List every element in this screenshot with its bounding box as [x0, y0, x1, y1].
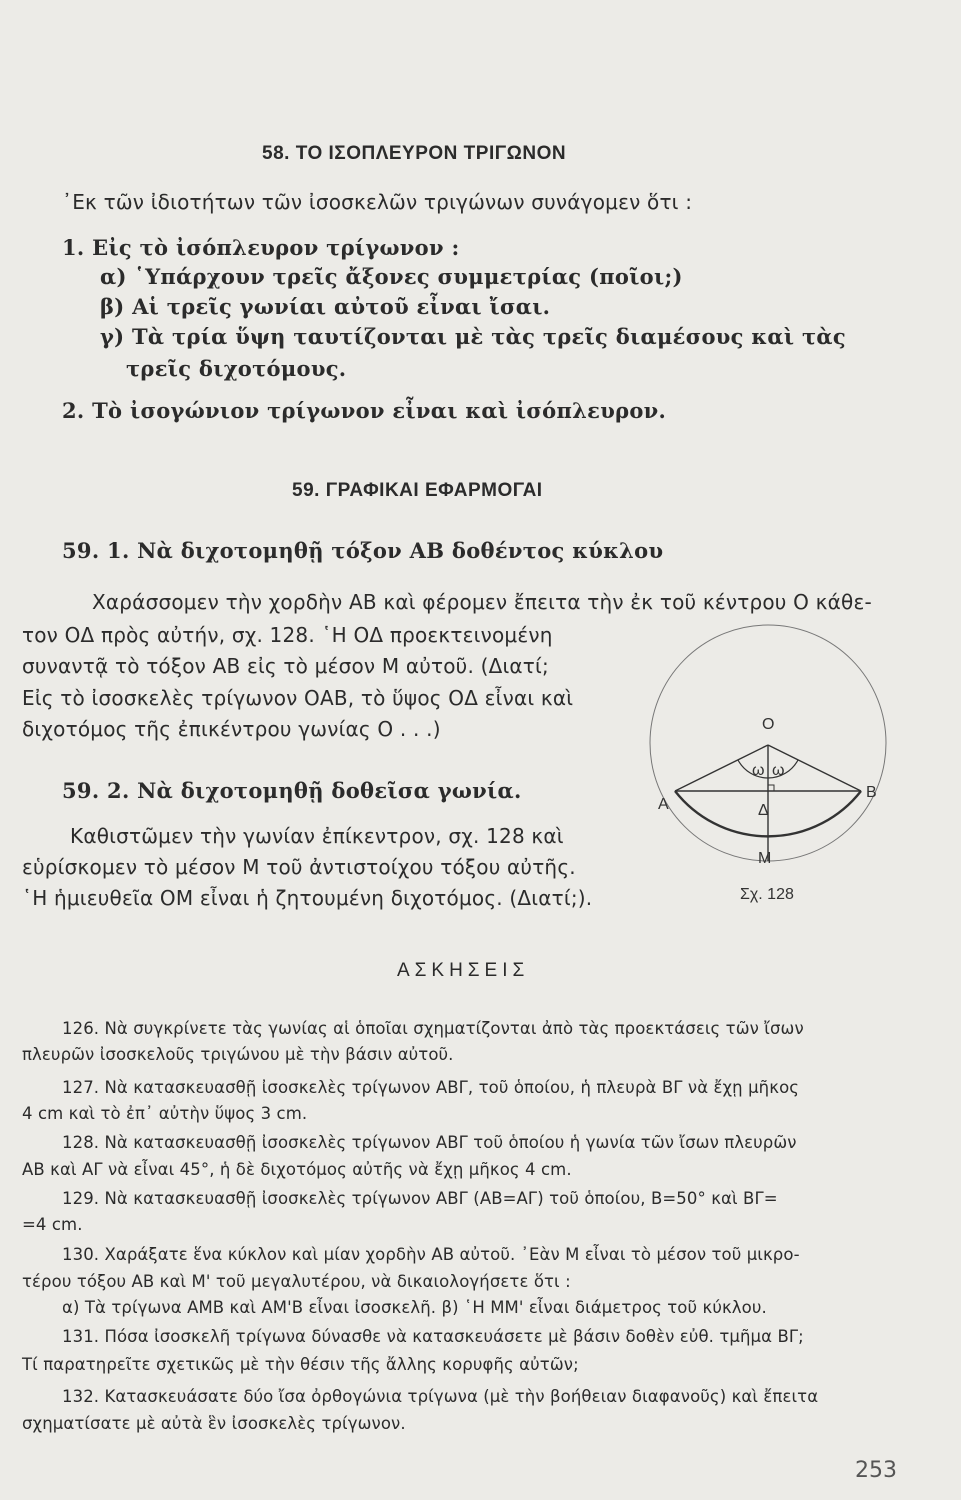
exercise-129-line-2: =4 cm.	[22, 1215, 83, 1234]
label-M: M	[758, 850, 772, 867]
exercise-127-line-2: 4 cm καὶ τὸ ἐπ᾿ αὐτὴν ὕψος 3 cm.	[22, 1104, 308, 1123]
label-A: A	[658, 796, 669, 813]
figure-caption: Σχ. 128	[740, 886, 794, 903]
exercise-130-line-2: τέρου τόξου ΑΒ καὶ Μ' τοῦ μεγαλυτέρου, νὰ δικαιολογήσετε ὅτι :	[22, 1272, 571, 1291]
exercise-126-line-2: πλευρῶν ἰσοσκελοῦς τριγώνου μὲ τὴν βάσιν αὐτοῦ.	[22, 1045, 454, 1064]
problem-59-1-line-4: Εἰς τὸ ἰσοσκελὲς τρίγωνον ΟΑΒ, τὸ ὕψος ΟΔ εἶναι καὶ	[22, 686, 574, 710]
exercise-131-line-1: 131. Πόσα ἰσοσκελῆ τρίγωνα δύνασθε νὰ κατασκευάσετε μὲ βάσιν δοθὲν εὐθ. τμῆμα ΒΓ;	[62, 1327, 804, 1346]
problem-59-1-line-5: διχοτόμος τῆς ἐπικέντρου γωνίας Ο . . .)	[22, 717, 441, 741]
label-O: O	[762, 716, 775, 733]
exercise-131-line-2: Τί παρατηρεῖτε σχετικῶς μὲ τὴν θέσιν τῆς ἄλλης κορυφῆς αὐτῶν;	[22, 1355, 579, 1374]
page-number: 253	[855, 1458, 897, 1483]
label-D: Δ	[758, 802, 769, 819]
problem-59-1-title: 59. 1. Νὰ διχοτομηθῇ τόξον ΑΒ δοθέντος κύκλου	[62, 538, 664, 563]
problem-59-2-title: 59. 2. Νὰ διχοτομηθῇ δοθεῖσα γωνία.	[62, 778, 522, 803]
section-58-item-1c-cont: τρεῖς διχοτόμους.	[126, 356, 347, 381]
section-58-item-1a: α) ῾Υπάρχουν τρεῖς ἄξονες συμμετρίας (ποῖοι;)	[100, 264, 683, 289]
section-59-heading: 59. ΓΡΑΦΙΚΑΙ ΕΦΑΡΜΟΓΑΙ	[292, 480, 543, 501]
exercise-126-line-1: 126. Νὰ συγκρίνετε τὰς γωνίας αἱ ὁποῖαι σχηματίζονται ἀπὸ τὰς προεκτάσεις τῶν ἴσων	[62, 1019, 804, 1038]
problem-59-2-line-1: Καθιστῶμεν τὴν γωνίαν ἐπίκεντρον, σχ. 128 καὶ	[70, 824, 564, 848]
exercise-132-line-2: σχηματίσατε μὲ αὐτὰ ἓν ἰσοσκελὲς τρίγωνον.	[22, 1414, 406, 1433]
section-58-item-1b: β) Αἱ τρεῖς γωνίαι αὐτοῦ εἶναι ἴσαι.	[100, 294, 551, 319]
angle-omega-left: ω	[752, 762, 765, 779]
exercise-128-line-1: 128. Νὰ κατασκευασθῇ ἰσοσκελὲς τρίγωνον ΑΒΓ τοῦ ὁποίου ἡ γωνία τῶν ἴσων πλευρῶν	[62, 1133, 797, 1152]
problem-59-1-line-2: τον ΟΔ πρὸς αὐτήν, σχ. 128. ῾Η ΟΔ προεκτεινομένη	[22, 623, 553, 647]
exercise-132-line-1: 132. Κατασκευάσατε δύο ἴσα ὀρθογώνια τρίγωνα (μὲ τὴν βοήθειαν διαφανοῦς) καὶ ἔπειτα	[62, 1387, 819, 1406]
figure-128	[640, 605, 900, 915]
problem-59-1-line-1: Χαράσσομεν τὴν χορδὴν ΑΒ καὶ φέρομεν ἔπειτα τὴν ἐκ τοῦ κέντρου Ο κάθε-	[92, 590, 872, 614]
problem-59-1-line-3: συναντᾷ τὸ τόξον ΑΒ εἰς τὸ μέσον Μ αὐτοῦ. (Διατί;	[22, 654, 549, 678]
exercise-129-line-1: 129. Νὰ κατασκευασθῇ ἰσοσκελὲς τρίγωνον ΑΒΓ (ΑΒ=ΑΓ) τοῦ ὁποίου, Β=50° καὶ ΒΓ=	[62, 1189, 778, 1208]
section-58-intro: ᾿Εκ τῶν ἰδιοτήτων τῶν ἰσοσκελῶν τριγώνων συνάγομεν ὅτι :	[62, 190, 693, 214]
exercise-127-line-1: 127. Νὰ κατασκευασθῇ ἰσοσκελὲς τρίγωνον ΑΒΓ, τοῦ ὁποίου, ἡ πλευρὰ ΒΓ νὰ ἔχῃ μῆκος	[62, 1078, 800, 1097]
angle-omega-right: ω	[772, 762, 785, 779]
section-58-item-1c: γ) Τὰ τρία ὕψη ταυτίζονται μὲ τὰς τρεῖς διαμέσους καὶ τὰς	[100, 324, 846, 349]
exercise-130-line-1: 130. Χαράξατε ἕνα κύκλον καὶ μίαν χορδὴν ΑΒ αὐτοῦ. ᾿Εὰν Μ εἶναι τὸ μέσον τοῦ μικρο-	[62, 1245, 800, 1264]
section-58-item-2: 2. Τὸ ἰσογώνιον τρίγωνον εἶναι καὶ ἰσόπλευρον.	[62, 398, 667, 423]
section-58-heading: 58. ΤΟ ΙΣΟΠΛΕΥΡΟΝ ΤΡΙΓΩΝΟΝ	[262, 143, 567, 164]
section-58-item-1: 1. Εἰς τὸ ἰσόπλευρον τρίγωνον :	[62, 235, 460, 260]
right-angle-mark	[768, 785, 774, 791]
problem-59-2-line-2: εὑρίσκομεν τὸ μέσον Μ τοῦ ἀντιστοίχου τόξου αὐτῆς.	[22, 855, 576, 879]
exercises-heading: ΑΣΚΗΣΕΙΣ	[397, 960, 530, 981]
exercise-128-line-2: ΑΒ καὶ ΑΓ νὰ εἶναι 45°, ἡ δὲ διχοτόμος αὐτῆς νὰ ἔχῃ μῆκος 4 cm.	[22, 1160, 572, 1179]
problem-59-2-line-3: ῾Η ἡμιευθεῖα ΟΜ εἶναι ἡ ζητουμένη διχοτόμος. (Διατί;).	[22, 886, 593, 910]
exercise-130-line-3: α) Τὰ τρίγωνα ΑΜΒ καὶ ΑΜ'Β εἶναι ἰσοσκελῆ. β) ῾Η ΜΜ' εἶναι διάμετρος τοῦ κύκλου.	[62, 1298, 767, 1317]
label-B: B	[866, 784, 877, 801]
